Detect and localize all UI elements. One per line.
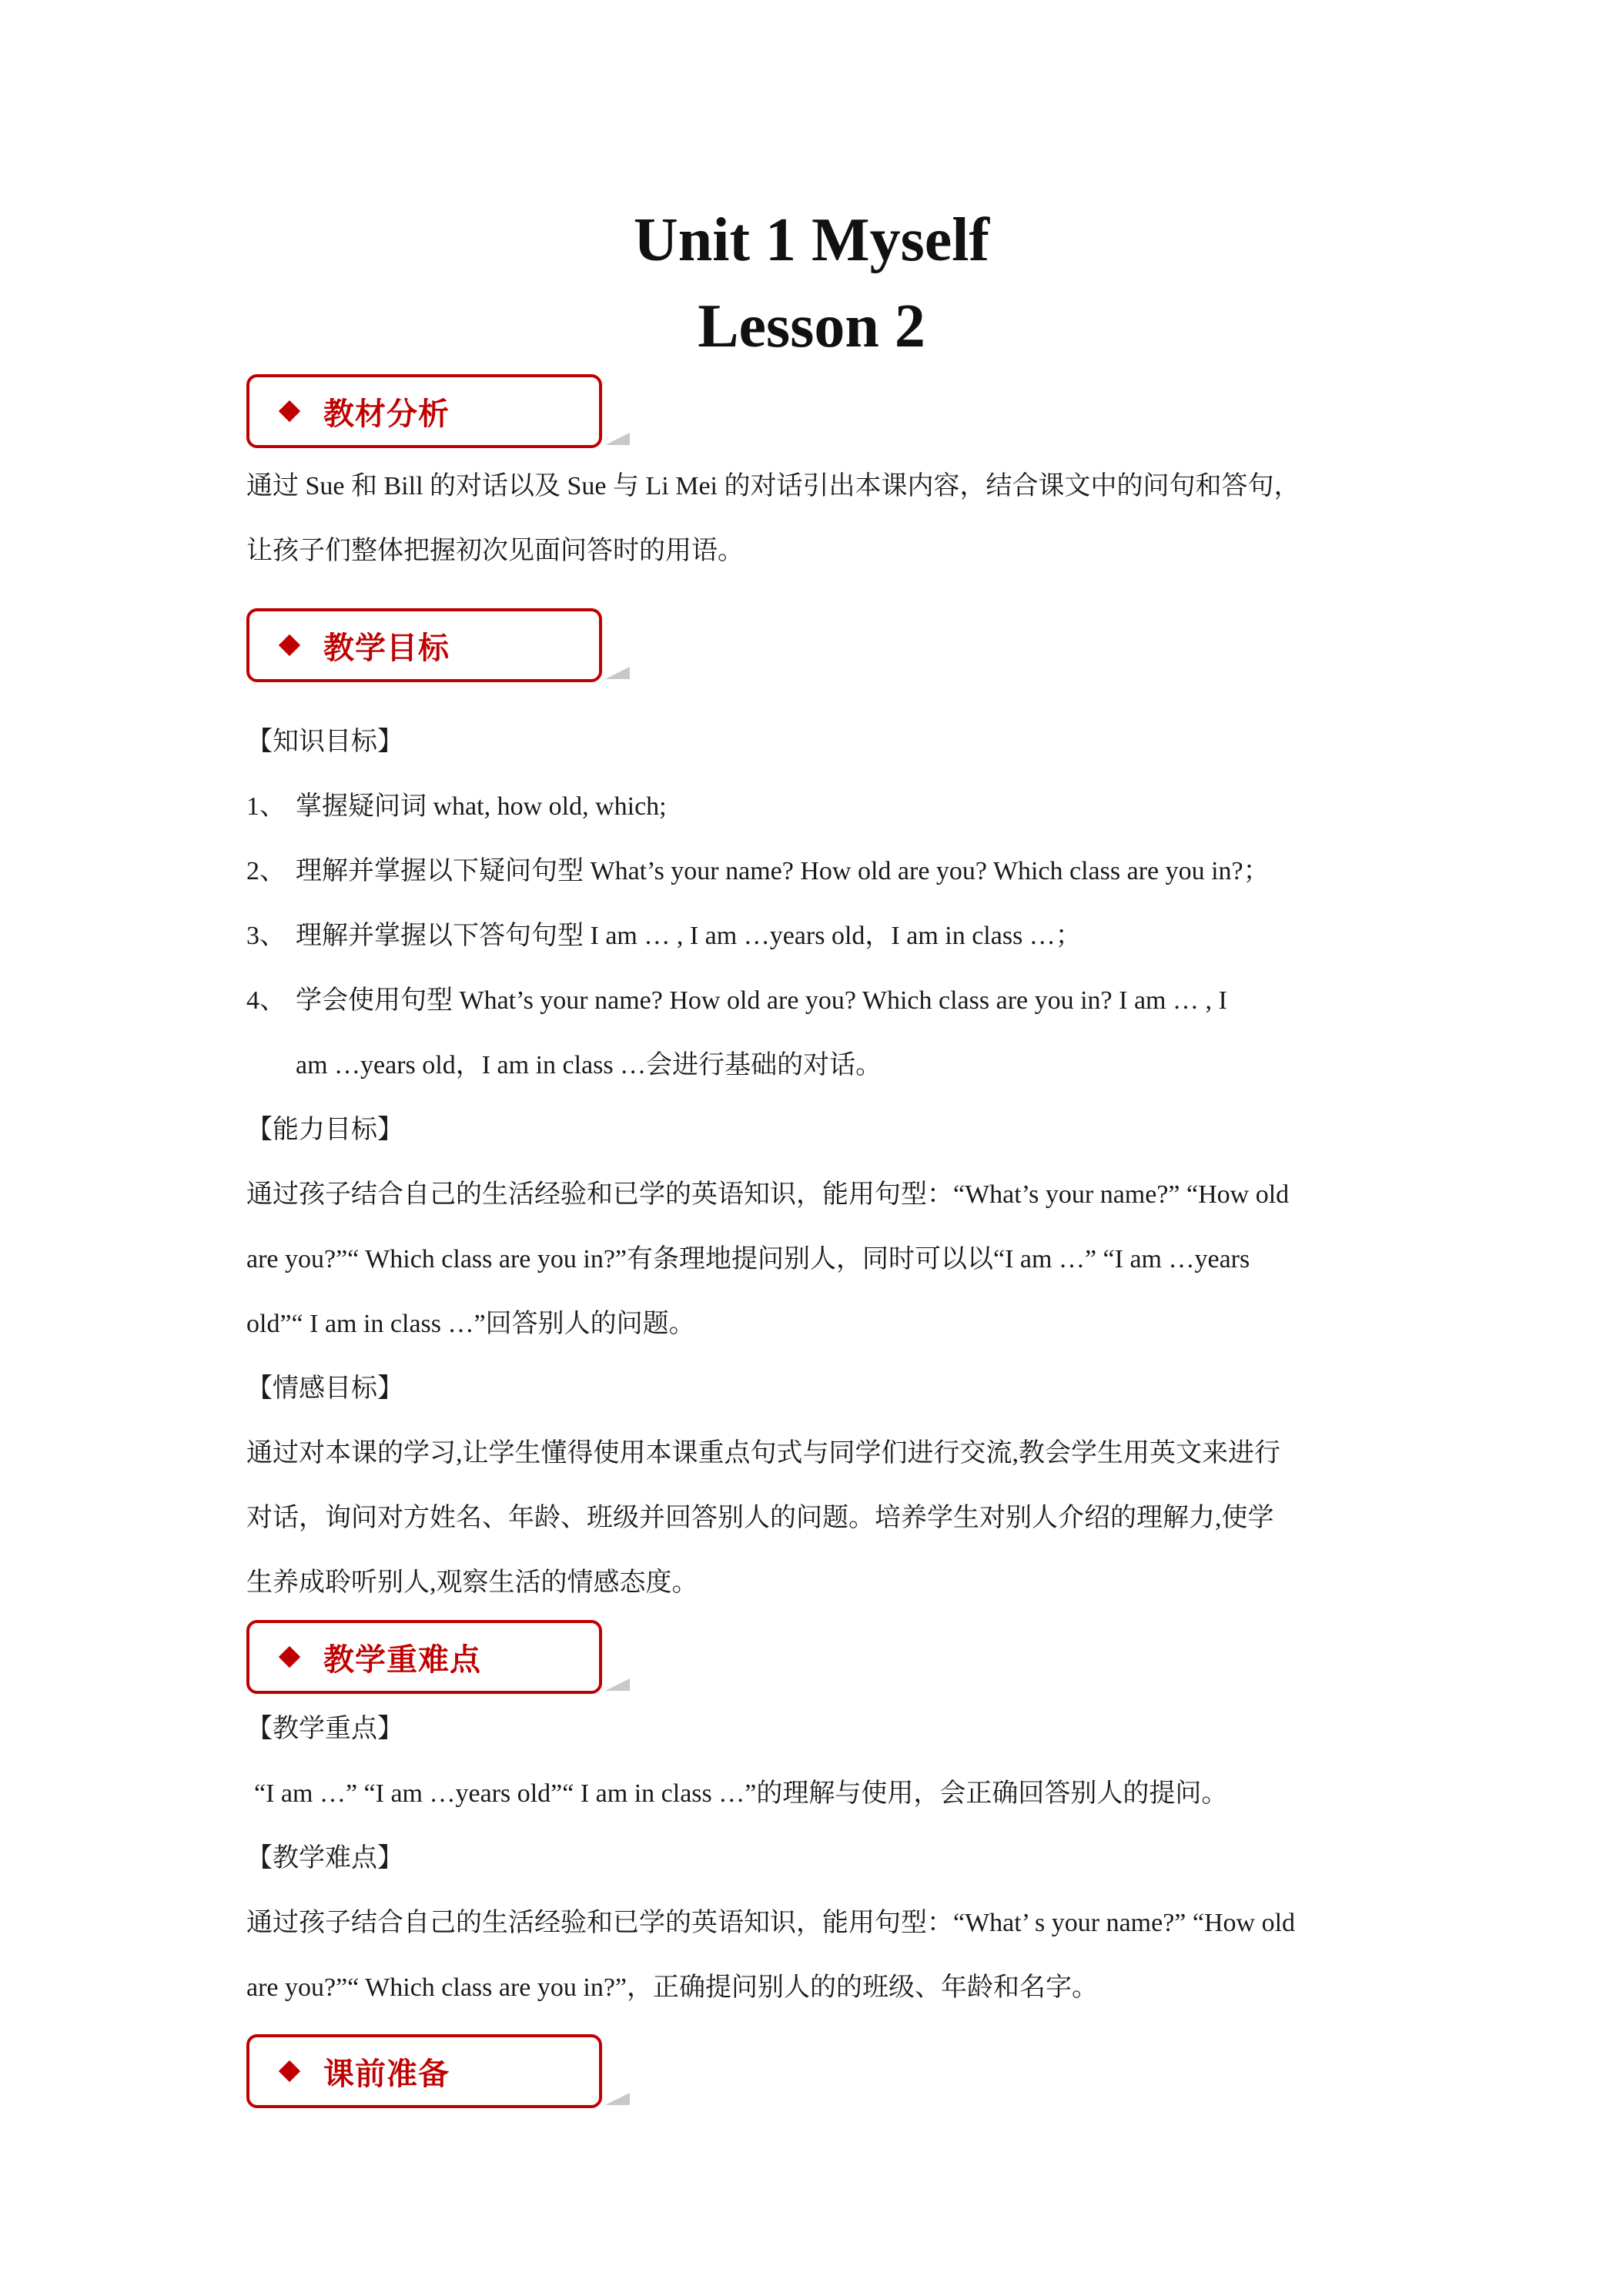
ability-line-2: are you?”“ Which class are you in?”有条理地提问别人，同时可以以“I am …” “I am …years [246,1245,1250,1274]
section-header-label: 教材分析 [323,396,450,432]
section-header-label: 教学重难点 [323,1642,481,1678]
section-header-shadow [605,433,630,445]
item-number: 1、 [246,792,286,821]
analysis-line-2: 让孩子们整体把握初次见面问答时的用语。 [246,537,744,565]
item-number: 2、 [246,857,286,885]
item-text: 掌握疑问词 what, how old, which; [296,792,667,821]
emotion-line-3: 生养成聆听别人,观察生活的情感态度。 [246,1568,698,1597]
diamond-bullet-icon [279,400,300,422]
emotion-heading: 【情感目标】 [246,1374,403,1403]
ability-line-1: 通过孩子结合自己的生活经验和已学的英语知识，能用句型：“What’s your name?” “How old [246,1180,1290,1209]
difficult-line-1: 通过孩子结合自己的生活经验和已学的英语知识，能用句型：“What’ s your name?” “How old [246,1909,1296,1937]
diamond-bullet-icon [279,2060,300,2082]
item-text: 理解并掌握以下答句句型 I am … , I am …years old，I am in class …； [296,922,1082,950]
key-line: “I am …” “I am …years old”“ I am in class …”的理解与使用，会正确回答别人的提问。 [254,1779,1228,1808]
key-heading: 【教学重点】 [246,1715,403,1743]
diamond-bullet-icon [279,634,300,656]
section-header-shadow [605,1678,630,1691]
page-subtitle: Lesson 2 [698,293,925,360]
analysis-line-1: 通过 Sue 和 Bill 的对话以及 Sue 与 Li Mei 的对话引出本课内容，结合课文中的问句和答句， [246,472,1300,500]
difficult-line-2: are you?”“ Which class are you in?”，正确提问别人的的班级、年龄和名字。 [246,1973,1099,2002]
ability-line-3: old”“ I am in class …”回答别人的问题。 [246,1310,695,1338]
difficult-heading: 【教学难点】 [246,1844,403,1873]
section-header-label: 课前准备 [323,2056,450,2092]
knowledge-item-4-continued: am …years old，I am in class …会进行基础的对话。 [296,1051,882,1079]
item-number: 4、 [246,986,286,1015]
section-header-key-points [246,1620,602,1694]
diamond-bullet-icon [279,1646,300,1668]
section-header-label: 教学目标 [323,630,450,666]
section-header-analysis [246,374,602,448]
section-header-shadow [605,2093,630,2105]
emotion-line-2: 对话，询问对方姓名、年龄、班级并回答别人的问题。培养学生对别人介绍的理解力,使学 [246,1504,1274,1532]
item-text: 学会使用句型 What’s your name? How old are you? Which class are you in? I am … , I [296,986,1227,1015]
ability-heading: 【能力目标】 [246,1116,403,1144]
knowledge-heading: 【知识目标】 [246,728,403,756]
section-header-preparation [246,2034,602,2108]
knowledge-item-4 [246,986,1378,1017]
item-number: 3、 [246,922,286,950]
section-header-objectives [246,608,602,682]
page-title: Unit 1 Myself [633,206,990,274]
knowledge-item-3 [246,921,1378,952]
knowledge-item-2 [246,856,1378,888]
item-text: 理解并掌握以下疑问句型 What’s your name? How old are you? Which class are you in?； [296,857,1270,885]
section-header-shadow [605,667,630,679]
knowledge-item-1 [246,792,1378,823]
emotion-line-1: 通过对本课的学习,让学生懂得使用本课重点句式与同学们进行交流,教会学生用英文来进行 [246,1439,1280,1468]
